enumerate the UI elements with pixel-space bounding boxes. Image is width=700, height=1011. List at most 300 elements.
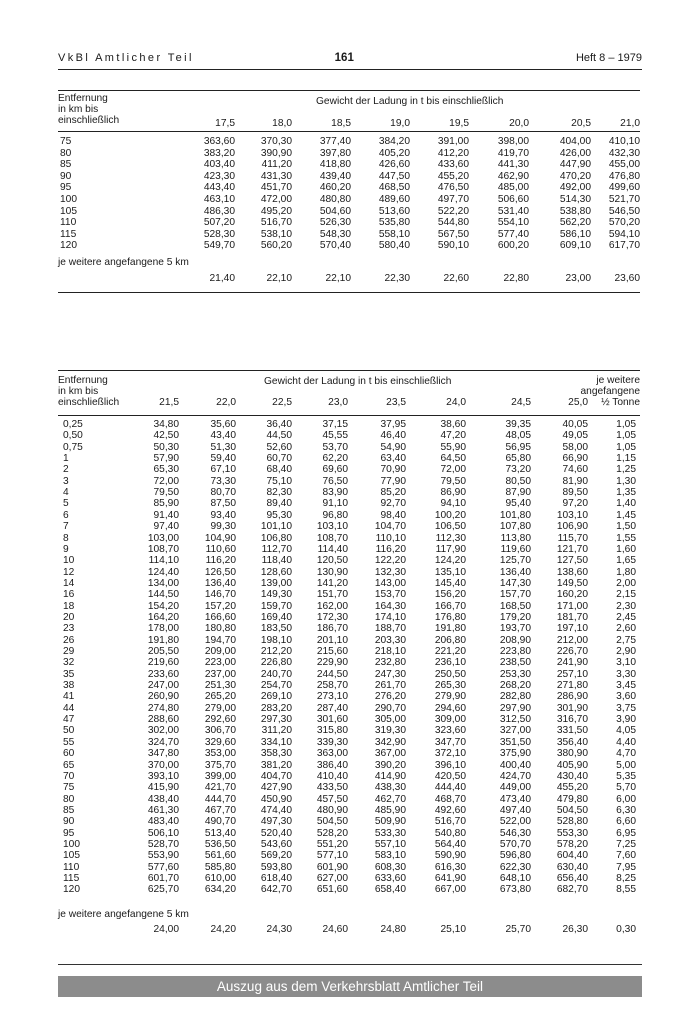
value-cell: 146,70 bbox=[204, 589, 236, 601]
value-cell: 372,10 bbox=[434, 748, 466, 760]
value-cell: 172,30 bbox=[316, 611, 348, 623]
value-cell: 80,70 bbox=[210, 487, 236, 499]
value-cell: 174,10 bbox=[374, 611, 406, 623]
value-cell: 157,20 bbox=[204, 600, 236, 612]
value-cell: 101,80 bbox=[499, 509, 531, 521]
value-cell: 237,00 bbox=[204, 668, 236, 680]
value-cell: 455,20 bbox=[556, 782, 588, 794]
value-cell: 271,80 bbox=[556, 680, 588, 692]
weight-column-header: 18,0 bbox=[272, 118, 292, 129]
value-cell: 480,80 bbox=[319, 194, 351, 205]
value-cell: 489,60 bbox=[378, 194, 410, 205]
value-cell: 156,20 bbox=[434, 589, 466, 601]
value-cell: 79,50 bbox=[440, 475, 466, 487]
value-cell: 241,90 bbox=[556, 657, 588, 669]
weight-column-header: 23,5 bbox=[386, 397, 406, 408]
table-row bbox=[58, 544, 640, 555]
value-cell: 561,60 bbox=[204, 850, 236, 862]
value-cell: 433,50 bbox=[316, 782, 348, 794]
value-cell: 251,30 bbox=[204, 680, 236, 692]
table-row bbox=[58, 862, 640, 873]
value-cell: 221,20 bbox=[434, 646, 466, 657]
distance-cell: 90 bbox=[63, 816, 75, 828]
value-cell: 59,40 bbox=[210, 453, 236, 465]
value-cell: 40,05 bbox=[562, 419, 588, 430]
distance-cell: 95 bbox=[63, 827, 75, 839]
value-cell: 528,30 bbox=[203, 228, 235, 240]
extra-5km-value: 22,10 bbox=[325, 273, 351, 284]
value-cell: 604,40 bbox=[556, 850, 588, 862]
value-cell: 103,10 bbox=[316, 521, 348, 533]
distance-cell: 110 bbox=[63, 861, 80, 873]
value-cell: 47,20 bbox=[440, 430, 466, 442]
value-cell: 1,05 bbox=[616, 419, 636, 430]
value-cell: 618,40 bbox=[260, 873, 292, 884]
value-cell: 513,60 bbox=[378, 205, 410, 217]
value-cell: 258,70 bbox=[316, 680, 348, 692]
table-row bbox=[58, 828, 640, 839]
value-cell: 206,80 bbox=[434, 634, 466, 646]
value-cell: 455,20 bbox=[437, 170, 469, 182]
table-row bbox=[58, 182, 640, 193]
value-cell: 1,05 bbox=[616, 441, 636, 453]
value-cell: 56,95 bbox=[505, 441, 531, 453]
value-cell: 113,80 bbox=[500, 532, 531, 544]
distance-cell: 12 bbox=[63, 566, 75, 578]
value-cell: 480,90 bbox=[316, 804, 348, 816]
distance-cell: 1 bbox=[63, 453, 69, 465]
value-cell: 106,90 bbox=[556, 521, 588, 533]
table-row bbox=[58, 521, 640, 532]
value-cell: 377,40 bbox=[319, 136, 351, 147]
value-cell: 667,00 bbox=[434, 884, 466, 896]
distance-cell: 120 bbox=[60, 240, 77, 252]
value-cell: 65,30 bbox=[153, 464, 179, 476]
value-cell: 569,20 bbox=[260, 850, 292, 862]
value-cell: 162,00 bbox=[316, 600, 348, 612]
weight-column-header: 25,0 bbox=[568, 397, 588, 408]
value-cell: 87,90 bbox=[505, 487, 531, 499]
footer-rule bbox=[58, 964, 642, 965]
distance-cell: 110 bbox=[60, 217, 77, 229]
value-cell: 125,70 bbox=[499, 555, 531, 567]
value-cell: 405,90 bbox=[556, 759, 588, 771]
value-cell: 444,40 bbox=[434, 782, 466, 794]
value-cell: 97,20 bbox=[562, 498, 588, 510]
table-row bbox=[58, 464, 640, 475]
value-cell: 412,20 bbox=[437, 147, 469, 159]
value-cell: 112,30 bbox=[435, 532, 466, 544]
value-cell: 191,80 bbox=[434, 623, 466, 635]
weight-column-header: 24,5 bbox=[511, 397, 531, 408]
value-cell: 601,70 bbox=[147, 873, 179, 884]
value-cell: 472,00 bbox=[260, 194, 292, 205]
value-cell: 495,20 bbox=[260, 205, 292, 217]
value-cell: 586,10 bbox=[559, 228, 591, 240]
value-cell: 396,10 bbox=[434, 759, 466, 771]
distance-cell: 16 bbox=[63, 589, 75, 601]
value-cell: 443,40 bbox=[203, 182, 235, 194]
value-cell: 2,00 bbox=[616, 577, 636, 589]
value-cell: 1,60 bbox=[616, 543, 636, 555]
value-cell: 96,80 bbox=[322, 509, 348, 521]
value-cell: 2,45 bbox=[616, 611, 636, 623]
value-cell: 451,70 bbox=[260, 182, 292, 194]
value-cell: 121,70 bbox=[556, 543, 588, 555]
value-cell: 522,00 bbox=[499, 816, 531, 828]
value-cell: 438,40 bbox=[147, 793, 179, 805]
weight-column-header: 17,5 bbox=[215, 118, 235, 129]
value-cell: 37,15 bbox=[322, 419, 348, 430]
value-cell: 516,70 bbox=[260, 217, 292, 229]
value-cell: 462,90 bbox=[497, 170, 529, 182]
value-cell: 186,70 bbox=[316, 623, 348, 635]
value-cell: 548,30 bbox=[319, 228, 351, 240]
value-cell: 97,40 bbox=[153, 521, 179, 533]
value-cell: 560,20 bbox=[260, 240, 292, 252]
table-row bbox=[58, 206, 640, 217]
value-cell: 6,60 bbox=[616, 816, 636, 828]
weight-column-header: 22,5 bbox=[272, 397, 292, 408]
distance-label-line: Entfernung bbox=[58, 93, 108, 104]
value-cell: 66,90 bbox=[562, 453, 588, 465]
weight-column-header: 20,5 bbox=[571, 118, 591, 129]
value-cell: 77,90 bbox=[380, 475, 406, 487]
value-cell: 178,00 bbox=[147, 623, 179, 635]
value-cell: 617,70 bbox=[608, 240, 640, 252]
value-cell: 528,80 bbox=[556, 816, 588, 828]
value-cell: 76,50 bbox=[322, 475, 348, 487]
value-cell: 261,70 bbox=[374, 680, 406, 692]
value-cell: 504,50 bbox=[556, 804, 588, 816]
value-cell: 69,60 bbox=[322, 464, 348, 476]
value-cell: 485,00 bbox=[497, 182, 529, 194]
value-cell: 2,75 bbox=[616, 634, 636, 646]
value-cell: 553,90 bbox=[147, 850, 179, 862]
value-cell: 438,30 bbox=[374, 782, 406, 794]
value-cell: 468,70 bbox=[434, 793, 466, 805]
extra-5km-label: je weitere angefangene 5 km bbox=[58, 909, 189, 920]
value-cell: 8,55 bbox=[616, 884, 636, 896]
half-tonne-label-line: je weitere bbox=[596, 375, 640, 386]
value-cell: 570,40 bbox=[319, 240, 351, 252]
value-cell: 419,70 bbox=[497, 147, 529, 159]
value-cell: 1,45 bbox=[616, 509, 636, 521]
value-cell: 52,60 bbox=[266, 441, 292, 453]
value-cell: 2,15 bbox=[616, 589, 636, 601]
value-cell: 157,70 bbox=[499, 589, 531, 601]
value-cell: 420,50 bbox=[434, 770, 466, 782]
value-cell: 179,20 bbox=[499, 611, 531, 623]
value-cell: 302,00 bbox=[147, 725, 179, 737]
value-cell: 1,25 bbox=[616, 464, 636, 476]
value-cell: 301,60 bbox=[316, 714, 348, 726]
value-cell: 87,50 bbox=[210, 498, 236, 510]
value-cell: 506,10 bbox=[147, 827, 179, 839]
weight-column-header: 23,0 bbox=[328, 397, 348, 408]
distance-label-line: einschließlich bbox=[58, 397, 120, 408]
weight-title: Gewicht der Ladung in t bis einschließlich bbox=[264, 376, 452, 387]
table-row bbox=[58, 771, 640, 782]
distance-cell: 65 bbox=[63, 759, 75, 771]
distance-cell: 75 bbox=[60, 136, 72, 147]
value-cell: 223,80 bbox=[499, 646, 531, 657]
table-row bbox=[58, 567, 640, 578]
table-row bbox=[58, 623, 640, 634]
value-cell: 549,70 bbox=[203, 240, 235, 252]
value-cell: 98,40 bbox=[380, 509, 406, 521]
value-cell: 46,40 bbox=[380, 430, 406, 442]
weight-column-header: 19,5 bbox=[449, 118, 469, 129]
value-cell: 641,90 bbox=[434, 873, 466, 884]
table-row bbox=[58, 510, 640, 521]
value-cell: 486,30 bbox=[203, 205, 235, 217]
value-cell: 116,20 bbox=[375, 543, 406, 555]
value-cell: 205,50 bbox=[147, 646, 179, 657]
value-cell: 294,60 bbox=[434, 702, 466, 714]
value-cell: 297,30 bbox=[260, 714, 292, 726]
value-cell: 108,70 bbox=[316, 532, 348, 544]
value-cell: 1,30 bbox=[616, 475, 636, 487]
table-row bbox=[58, 884, 640, 895]
distance-cell: 32 bbox=[63, 657, 75, 669]
table-row bbox=[58, 725, 640, 736]
value-cell: 497,30 bbox=[260, 816, 292, 828]
value-cell: 334,10 bbox=[260, 736, 292, 748]
table-bottom-rule bbox=[58, 292, 640, 293]
value-cell: 8,25 bbox=[616, 873, 636, 884]
value-cell: 72,00 bbox=[153, 475, 179, 487]
distance-cell: 105 bbox=[60, 205, 77, 217]
value-cell: 567,50 bbox=[437, 228, 469, 240]
value-cell: 35,60 bbox=[210, 419, 236, 430]
value-cell: 474,40 bbox=[260, 804, 292, 816]
value-cell: 426,00 bbox=[559, 147, 591, 159]
value-cell: 254,70 bbox=[260, 680, 292, 692]
weight-column-header: 20,0 bbox=[509, 118, 529, 129]
table-row bbox=[58, 691, 640, 702]
value-cell: 3,90 bbox=[616, 714, 636, 726]
table-row bbox=[58, 555, 640, 566]
value-cell: 67,10 bbox=[210, 464, 236, 476]
value-cell: 347,80 bbox=[147, 748, 179, 760]
value-cell: 176,80 bbox=[434, 611, 466, 623]
value-cell: 68,40 bbox=[266, 464, 292, 476]
weight-column-header: 19,0 bbox=[390, 118, 410, 129]
value-cell: 95,30 bbox=[266, 509, 292, 521]
value-cell: 546,30 bbox=[499, 827, 531, 839]
value-cell: 94,10 bbox=[440, 498, 466, 510]
value-cell: 101,10 bbox=[260, 521, 292, 533]
value-cell: 6,30 bbox=[616, 804, 636, 816]
value-cell: 504,60 bbox=[319, 205, 351, 217]
value-cell: 181,70 bbox=[556, 611, 588, 623]
value-cell: 292,60 bbox=[204, 714, 236, 726]
value-cell: 54,90 bbox=[380, 441, 406, 453]
value-cell: 497,40 bbox=[499, 804, 531, 816]
weight-column-header: 22,0 bbox=[216, 397, 236, 408]
weight-column-header: 21,5 bbox=[159, 397, 179, 408]
value-cell: 564,40 bbox=[434, 838, 466, 850]
value-cell: 577,40 bbox=[497, 228, 529, 240]
value-cell: 198,10 bbox=[260, 634, 292, 646]
value-cell: 282,80 bbox=[499, 691, 531, 703]
extra-5km-value: 25,70 bbox=[505, 924, 531, 935]
value-cell: 215,60 bbox=[316, 646, 348, 657]
value-cell: 139,00 bbox=[260, 577, 292, 589]
distance-cell: 60 bbox=[63, 748, 75, 760]
value-cell: 540,80 bbox=[434, 827, 466, 839]
value-cell: 544,80 bbox=[437, 217, 469, 229]
value-cell: 134,00 bbox=[147, 577, 179, 589]
value-cell: 269,10 bbox=[260, 691, 292, 703]
value-cell: 106,80 bbox=[260, 532, 292, 544]
value-cell: 455,00 bbox=[608, 159, 640, 171]
value-cell: 610,00 bbox=[204, 873, 236, 884]
value-cell: 232,80 bbox=[374, 657, 406, 669]
value-cell: 367,00 bbox=[374, 748, 406, 760]
distance-cell: 50 bbox=[63, 725, 75, 737]
value-cell: 135,10 bbox=[434, 566, 466, 578]
distance-cell: 26 bbox=[63, 634, 75, 646]
value-cell: 257,10 bbox=[556, 668, 588, 680]
value-cell: 244,50 bbox=[316, 668, 348, 680]
freight-table-upper bbox=[58, 87, 640, 302]
value-cell: 418,80 bbox=[319, 159, 351, 171]
value-cell: 103,00 bbox=[147, 532, 179, 544]
value-cell: 193,70 bbox=[499, 623, 531, 635]
table-row bbox=[58, 839, 640, 850]
value-cell: 95,40 bbox=[505, 498, 531, 510]
table-row bbox=[58, 680, 640, 691]
distance-cell: 0,75 bbox=[63, 441, 83, 453]
value-cell: 390,20 bbox=[374, 759, 406, 771]
value-cell: 89,50 bbox=[562, 487, 588, 499]
value-cell: 114,10 bbox=[148, 555, 179, 567]
extra-5km-value: 22,80 bbox=[503, 273, 529, 284]
value-cell: 499,60 bbox=[608, 182, 640, 194]
value-cell: 4,05 bbox=[616, 725, 636, 737]
value-cell: 106,50 bbox=[434, 521, 466, 533]
value-cell: 601,90 bbox=[316, 861, 348, 873]
distance-cell: 20 bbox=[63, 611, 75, 623]
distance-cell: 3 bbox=[63, 475, 69, 487]
value-cell: 543,60 bbox=[260, 838, 292, 850]
running-header bbox=[58, 52, 642, 68]
value-cell: 483,40 bbox=[147, 816, 179, 828]
distance-cell: 115 bbox=[63, 873, 80, 884]
value-cell: 554,10 bbox=[497, 217, 529, 229]
value-cell: 609,10 bbox=[559, 240, 591, 252]
value-cell: 580,40 bbox=[378, 240, 410, 252]
value-cell: 183,50 bbox=[260, 623, 292, 635]
value-cell: 124,40 bbox=[147, 566, 179, 578]
value-cell: 441,30 bbox=[497, 159, 529, 171]
value-cell: 279,00 bbox=[204, 702, 236, 714]
table-row bbox=[58, 148, 640, 159]
value-cell: 5,00 bbox=[616, 759, 636, 771]
table-row bbox=[58, 737, 640, 748]
table-row bbox=[58, 498, 640, 509]
value-cell: 400,40 bbox=[499, 759, 531, 771]
value-cell: 562,20 bbox=[559, 217, 591, 229]
value-cell: 2,90 bbox=[616, 646, 636, 657]
value-cell: 188,70 bbox=[374, 623, 406, 635]
value-cell: 375,90 bbox=[499, 748, 531, 760]
half-tonne-label-line: ½ Tonne bbox=[601, 397, 640, 408]
value-cell: 208,90 bbox=[499, 634, 531, 646]
value-cell: 132,30 bbox=[374, 566, 406, 578]
value-cell: 577,60 bbox=[147, 861, 179, 873]
value-cell: 63,40 bbox=[380, 453, 406, 465]
value-cell: 85,90 bbox=[153, 498, 179, 510]
value-cell: 315,80 bbox=[316, 725, 348, 737]
value-cell: 538,10 bbox=[260, 228, 292, 240]
value-cell: 169,40 bbox=[260, 611, 292, 623]
value-cell: 585,80 bbox=[204, 861, 236, 873]
table-row bbox=[58, 748, 640, 759]
value-cell: 528,20 bbox=[316, 827, 348, 839]
table-row bbox=[58, 646, 640, 657]
table-row bbox=[58, 240, 640, 251]
value-cell: 329,60 bbox=[204, 736, 236, 748]
value-cell: 356,40 bbox=[556, 736, 588, 748]
value-cell: 100,20 bbox=[434, 509, 466, 521]
value-cell: 2,30 bbox=[616, 600, 636, 612]
value-cell: 86,90 bbox=[440, 487, 466, 499]
value-cell: 116,20 bbox=[205, 555, 236, 567]
value-cell: 288,60 bbox=[147, 714, 179, 726]
value-cell: 3,75 bbox=[616, 702, 636, 714]
value-cell: 476,80 bbox=[608, 170, 640, 182]
value-cell: 203,30 bbox=[374, 634, 406, 646]
value-cell: 391,00 bbox=[437, 136, 469, 147]
value-cell: 485,90 bbox=[374, 804, 406, 816]
distance-cell: 18 bbox=[63, 600, 75, 612]
value-cell: 375,70 bbox=[204, 759, 236, 771]
value-cell: 351,50 bbox=[499, 736, 531, 748]
half-tonne-label bbox=[581, 375, 641, 408]
value-cell: 3,10 bbox=[616, 657, 636, 669]
distance-cell: 75 bbox=[63, 782, 75, 794]
value-cell: 513,40 bbox=[204, 827, 236, 839]
value-cell: 380,90 bbox=[556, 748, 588, 760]
value-cell: 65,80 bbox=[505, 453, 531, 465]
value-cell: 2,60 bbox=[616, 623, 636, 635]
table-row bbox=[58, 217, 640, 228]
value-cell: 127,50 bbox=[556, 555, 588, 567]
value-cell: 590,90 bbox=[434, 850, 466, 862]
value-cell: 191,80 bbox=[147, 634, 179, 646]
extra-5km-value: 24,00 bbox=[153, 924, 179, 935]
table-row bbox=[58, 612, 640, 623]
value-cell: 410,10 bbox=[608, 136, 640, 147]
value-cell: 331,50 bbox=[556, 725, 588, 737]
table-row bbox=[58, 794, 640, 805]
value-cell: 159,70 bbox=[260, 600, 292, 612]
table-header-rule bbox=[58, 415, 640, 416]
value-cell: 514,30 bbox=[559, 194, 591, 205]
value-cell: 538,80 bbox=[559, 205, 591, 217]
value-cell: 128,60 bbox=[260, 566, 292, 578]
table-row bbox=[58, 533, 640, 544]
table-row bbox=[58, 657, 640, 668]
value-cell: 247,30 bbox=[374, 668, 406, 680]
value-cell: 6,95 bbox=[616, 827, 636, 839]
distance-cell: 100 bbox=[60, 194, 77, 205]
value-cell: 593,80 bbox=[260, 861, 292, 873]
value-cell: 600,20 bbox=[497, 240, 529, 252]
